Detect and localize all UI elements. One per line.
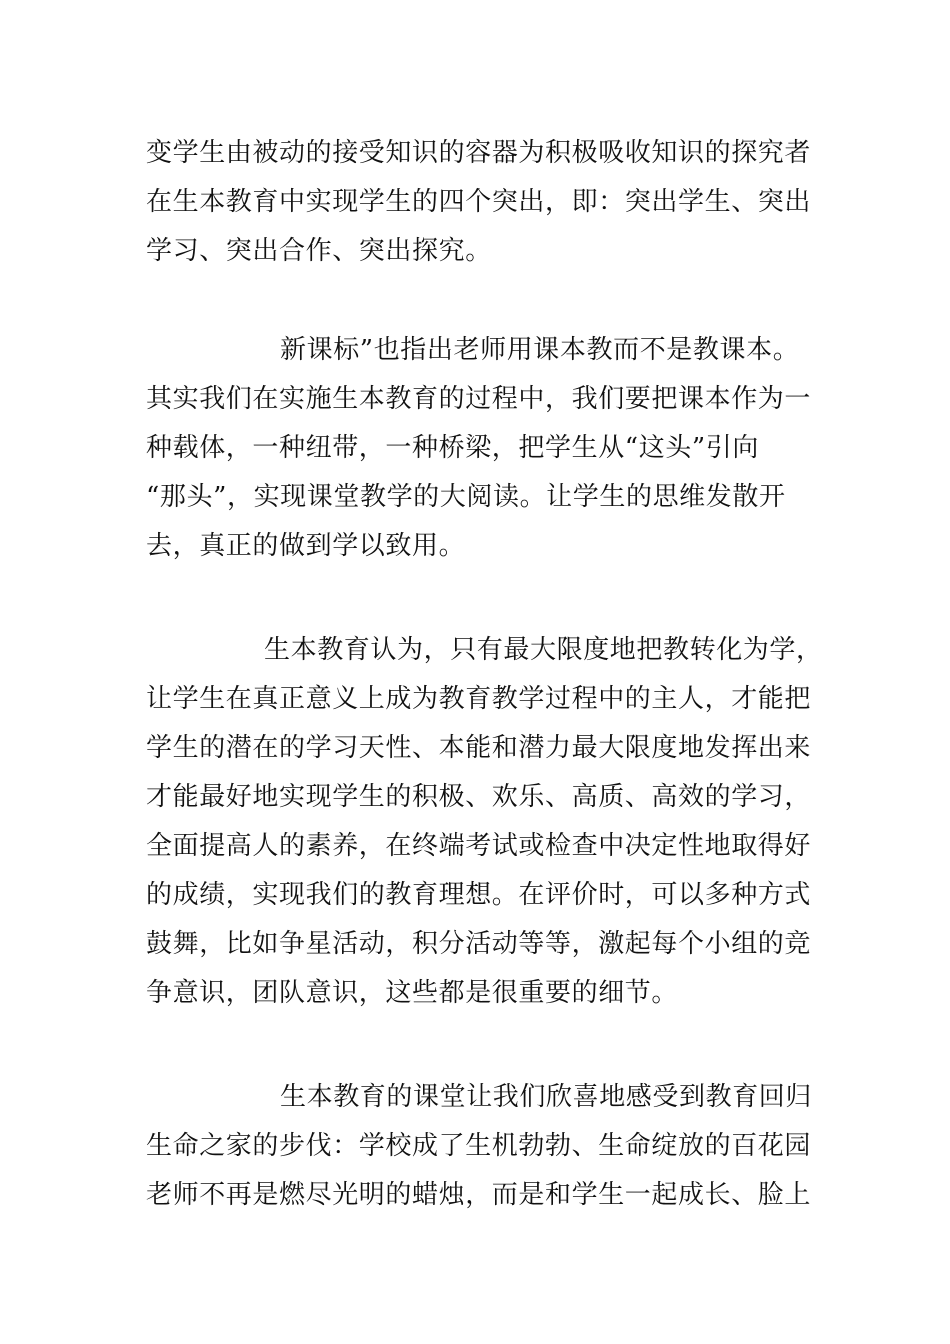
paragraph-3-line-1: 生本教育认为，只有最大限度地把教转化为学，	[264, 635, 823, 665]
paragraph-4-line-2: 生命之家的步伐：学校成了生机勃勃、生命绽放的百花园	[146, 1131, 812, 1161]
paragraph-3-line-3: 学生的潜在的学习天性、本能和潜力最大限度地发挥出来	[146, 733, 812, 763]
paragraph-3-line-2: 让学生在真正意义上成为教育教学过程中的主人，才能把	[146, 684, 812, 714]
paragraph-2-line-2: 其实我们在实施生本教育的过程中，我们要把课本作为一	[146, 384, 812, 414]
paragraph-3-line-4: 才能最好地实现学生的积极、欢乐、高质、高效的学习，	[146, 782, 812, 812]
paragraph-2-line-4: “那头”，实现课堂教学的大阅读。让学生的思维发散开	[146, 482, 786, 512]
paragraph-2-line-5: 去，真正的做到学以致用。	[146, 531, 466, 561]
paragraph-3-line-6: 的成绩，实现我们的教育理想。在评价时，可以多种方式	[146, 880, 812, 910]
paragraph-1-line-2: 在生本教育中实现学生的四个突出，即：突出学生、突出	[146, 187, 812, 217]
paragraph-3-line-7: 鼓舞，比如争星活动，积分活动等等，激起每个小组的竞	[146, 929, 812, 959]
paragraph-4-line-1: 生本教育的课堂让我们欣喜地感受到教育回归	[280, 1082, 813, 1112]
paragraph-1-line-3: 学习、突出合作、突出探究。	[146, 236, 492, 266]
paragraph-3-line-8: 争意识，团队意识，这些都是很重要的细节。	[146, 978, 679, 1008]
paragraph-1-line-1: 变学生由被动的接受知识的容器为积极吸收知识的探究者	[146, 138, 812, 168]
paragraph-4-line-3: 老师不再是燃尽光明的蜡烛，而是和学生一起成长、脸上	[146, 1180, 812, 1210]
paragraph-2-line-1: 新课标”也指出老师用课本教而不是教课本。	[280, 335, 800, 365]
paragraph-2-line-3: 种载体，一种纽带，一种桥梁，把学生从“这头”引向	[146, 433, 759, 463]
paragraph-3-line-5: 全面提高人的素养，在终端考试或检查中决定性地取得好	[146, 831, 812, 861]
